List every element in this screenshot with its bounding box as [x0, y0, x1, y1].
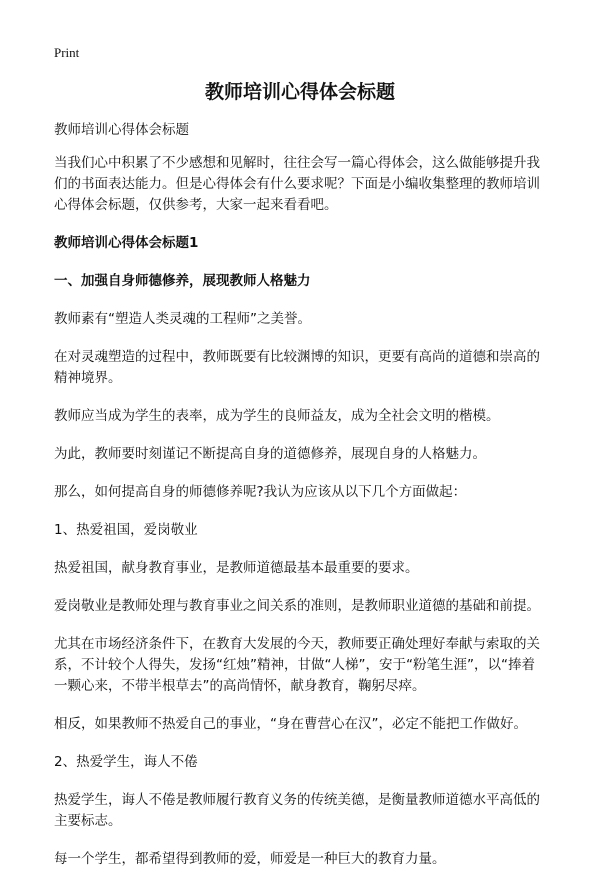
list-heading: 1、热爱祖国，爱岗敬业: [54, 522, 198, 538]
body-paragraph: 教师素有“塑造人类灵魂的工程师”之美誉。: [54, 311, 311, 327]
list-heading: 2、热爱学生，诲人不倦: [54, 754, 198, 770]
body-paragraph: 教师应当成为学生的表率，成为学生的良师益友，成为全社会文明的楷模。: [54, 408, 500, 424]
subsection-heading: 一、加强自身师德修养，展现教师人格魅力: [54, 273, 311, 289]
article-body: [54, 120, 548, 887]
intro-paragraph: 当我们心中积累了不少感想和见解时，往往会写一篇心得体会，这么做能够提升我们的书面表达能力。但是心得体会有什么要求呢？下面是小编收集整理的教师培训心得体会标题，仅供参考，大家一起来看看吧。: [54, 155, 540, 213]
body-paragraph: 在对灵魂塑造的过程中，教师既要有比较渊博的知识，更要有高尚的道德和崇高的精神境界。: [54, 349, 540, 386]
body-paragraph: 热爱祖国，献身教育事业，是教师道德最基本最重要的要求。: [54, 560, 419, 576]
body-paragraph: 尤其在市场经济条件下，在教育大发展的今天，教师要正确处理好奉献与索取的关系，不计较个人得失，发扬“红烛”精神，甘做“人梯”，安于“粉笔生涯”，以“捧着一颗心来，不带半根草去”的高尚情怀，献身教育，鞠躬尽瘁。: [54, 636, 540, 694]
body-paragraph: 爱岗敬业是教师处理与教育事业之间关系的准则，是教师职业道德的基础和前提。: [54, 598, 540, 614]
body-paragraph: 为此，教师要时刻谨记不断提高自身的道德修养，展现自身的人格魅力。: [54, 446, 486, 462]
body-paragraph: 那么，如何提高自身的师德修养呢?我认为应该从以下几个方面做起：: [54, 484, 467, 500]
body-paragraph: 相反，如果教师不热爱自己的事业，“身在曹营心在汉”，必定不能把工作做好。: [54, 716, 527, 732]
body-paragraph: 每一个学生，都希望得到教师的爱，师爱是一种巨大的教育力量。: [54, 851, 446, 867]
section-heading: 教师培训心得体会标题1: [54, 235, 199, 251]
article-subtitle: 教师培训心得体会标题: [54, 122, 189, 138]
body-paragraph: 热爱学生，诲人不倦是教师履行教育义务的传统美德，是衡量教师道德水平高低的主要标志。: [54, 792, 540, 829]
page-title: 教师培训心得体会标题: [204, 81, 395, 103]
print-link[interactable]: Print: [54, 45, 80, 60]
